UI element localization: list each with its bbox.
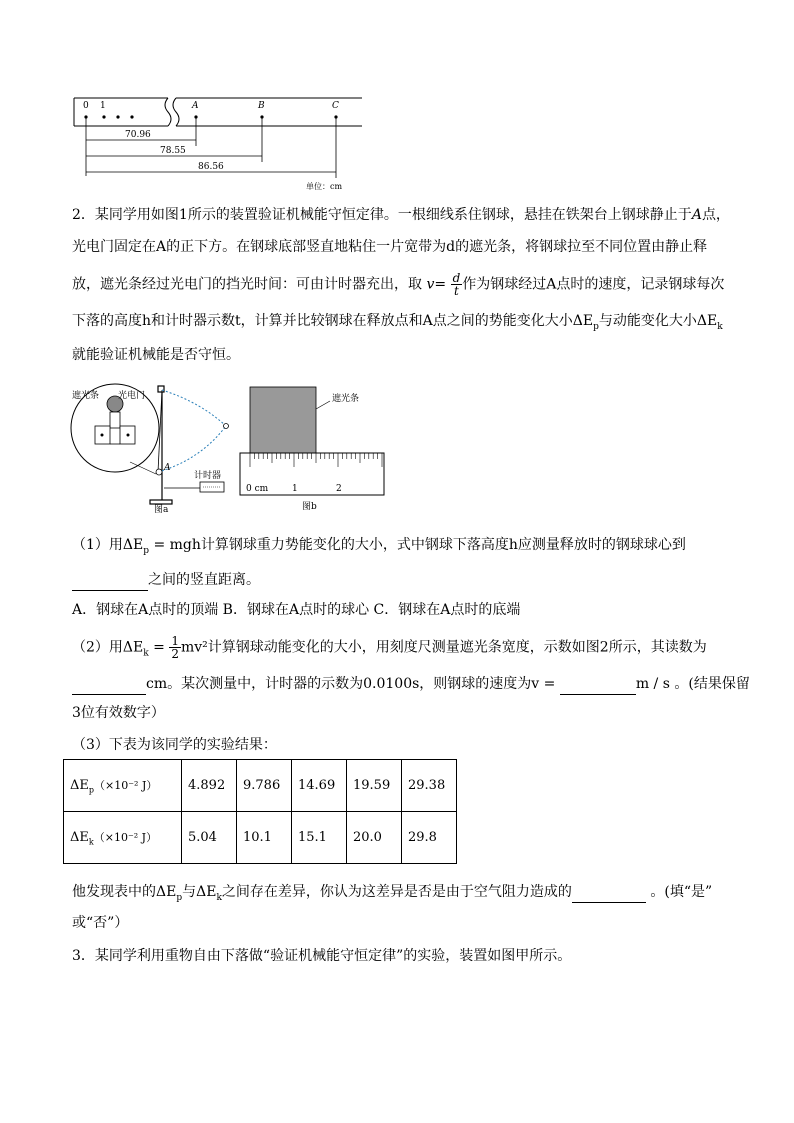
shade-strip [250,387,316,453]
equals-sign: = [148,639,170,656]
sub2-text: m / s 。(结果保留 [635,676,750,692]
caption-b: 图b [302,502,317,512]
q2-line-2: 光电门固定在A的正下方。在钢球底部竖直地粘住一片宽带为d的遮光条，将钢球拉至不同位置由静止释 [72,239,708,255]
fraction-numerator: d [452,271,461,285]
label-shade-strip: 遮光条 [72,391,100,401]
table-cell: 4.892 [182,760,237,812]
fraction-denominator: t [453,284,459,298]
tape-strip [74,98,362,126]
label-photo-gate: 光电门 [118,391,146,401]
q2-text: 作为钢球经过A点时的速度，记录钢球每次 [462,276,725,293]
ruler-label-2: 2 [336,484,342,494]
answer-blank-4[interactable] [572,882,646,903]
sub1-text: 之间的竖直距离。 [148,572,260,588]
subscript: p [88,785,95,795]
fraction-numerator: 1 [171,634,179,648]
sub1-blank-line [72,570,260,591]
q2-line-1 [72,205,730,225]
q2-line-4 [72,311,723,337]
tick-1: 1 [100,101,106,111]
dim-a: 70.96 [125,130,151,140]
subscript: k [717,321,723,332]
sub3-text: 。(填“是” [645,884,713,900]
ruler-label-1: 1 [292,484,298,494]
table-cell: 5.04 [182,812,237,864]
paper-tape-figure [70,94,370,196]
label-timer: 计时器 [194,471,222,481]
tick-c: C [332,101,339,111]
sub2-line-3: 3位有效数字） [72,705,165,721]
velocity-fraction [451,272,463,297]
subscript: p [143,545,150,556]
answer-blank-3[interactable] [560,674,636,695]
subscript: p [176,892,183,903]
table-cell: 10.1 [237,812,292,864]
table-cell: 14.69 [292,760,347,812]
results-table [63,759,457,864]
table-cell: 19.59 [347,760,402,812]
row-unit: （×10⁻² J） [93,830,158,844]
dim-b: 78.55 [160,146,186,156]
q2-text: 与动能变化大小ΔE [598,313,718,329]
velocity-symbol: v [426,276,435,293]
sub3-after-line-1 [72,882,712,908]
sub2-text: mv²计算钢球动能变化的大小，用刻度尺测量遮光条宽度，示数如图2所示，其读数为 [181,639,707,656]
q2-text: 下落的高度h和计时器示数t，计算并比较钢球在释放点和A点之间的势能变化大小ΔE [72,313,594,329]
figure-a [70,382,240,514]
tick-0: 0 [83,101,89,111]
subscript: k [143,648,149,659]
table-row [64,760,457,812]
row-label: ΔE [70,777,89,793]
label-strip: 遮光条 [332,394,360,404]
sub1-text: （1）用ΔE [72,537,144,553]
table-row [64,812,457,864]
q2-text: 2．某同学用如图1所示的装置验证机械能守恒定律。一根细线系住钢球，悬挂在铁架台上钢球静止于 [72,207,692,223]
row-header [64,760,182,812]
unit-label: 单位：cm [306,182,343,191]
tick-b: B [258,101,265,111]
sub3-after-line-2: 或“否”） [72,915,129,931]
sub3-text: 他发现表中的ΔE [72,884,177,900]
row-label: ΔE [70,829,89,845]
subscript: k [216,892,222,903]
q2-text: 放，遮光条经过光电门的挡光时间：可由计时器充出，取 [72,276,422,293]
subscript: p [593,321,599,332]
equals-sign: = [434,276,447,293]
caption-a: 图a [154,505,169,514]
label-point-a: A [164,463,171,473]
ball-released [224,424,229,429]
sub3-text: 之间存在差异，你认为这差异是否是由于空气阻力造成的 [221,884,572,900]
q3-line: 3．某同学利用重物自由下落做“验证机械能守恒定律”的实验，装置如图甲所示。 [72,948,572,964]
sub1-text: = mgh计算钢球重力势能变化的大小，式中钢球下落高度h应测量释放时的钢球球心到 [149,537,686,553]
q2-line-5: 就能验证机械能是否守恒。 [72,347,240,363]
table-cell: 9.786 [237,760,292,812]
swing-arc [162,390,226,426]
q2-text-end: 点， [701,207,730,223]
answer-blank-1[interactable] [72,570,148,591]
row-header [64,812,182,864]
sub3-intro: （3）下表为该同学的实验结果： [72,737,277,753]
ball-at-a [156,469,162,475]
stand [150,386,200,504]
sub2-line-1 [72,635,707,663]
subscript: k [88,837,94,847]
table-cell: 29.8 [402,812,457,864]
sub2-text: （2）用ΔE [72,639,144,656]
tape-dots [84,115,337,118]
q2-line-3 [72,272,724,297]
row-unit: （×10⁻² J） [94,778,158,792]
sub3-text: 与ΔE [182,884,217,900]
table-cell: 15.1 [292,812,347,864]
table-cell: 20.0 [347,812,402,864]
tick-a: A [192,101,199,111]
half-fraction [169,635,181,660]
sub2-line-2 [72,674,750,695]
ruler-label-0: 0 cm [246,484,269,494]
sub1-options: A．钢球在A点时的顶端 B．钢球在A点时的球心 C．钢球在A点时的底端 [72,602,521,618]
table-cell: 29.38 [402,760,457,812]
sub1-line [72,535,686,561]
figure-b [238,385,388,513]
fraction-denominator: 2 [171,647,179,661]
q2-point: A [691,207,702,223]
answer-blank-2[interactable] [72,674,146,695]
sub2-text: cm。某次测量中，计时器的示数为0.0100s，则钢球的速度为v = [146,676,560,692]
dim-c: 86.56 [198,162,224,172]
